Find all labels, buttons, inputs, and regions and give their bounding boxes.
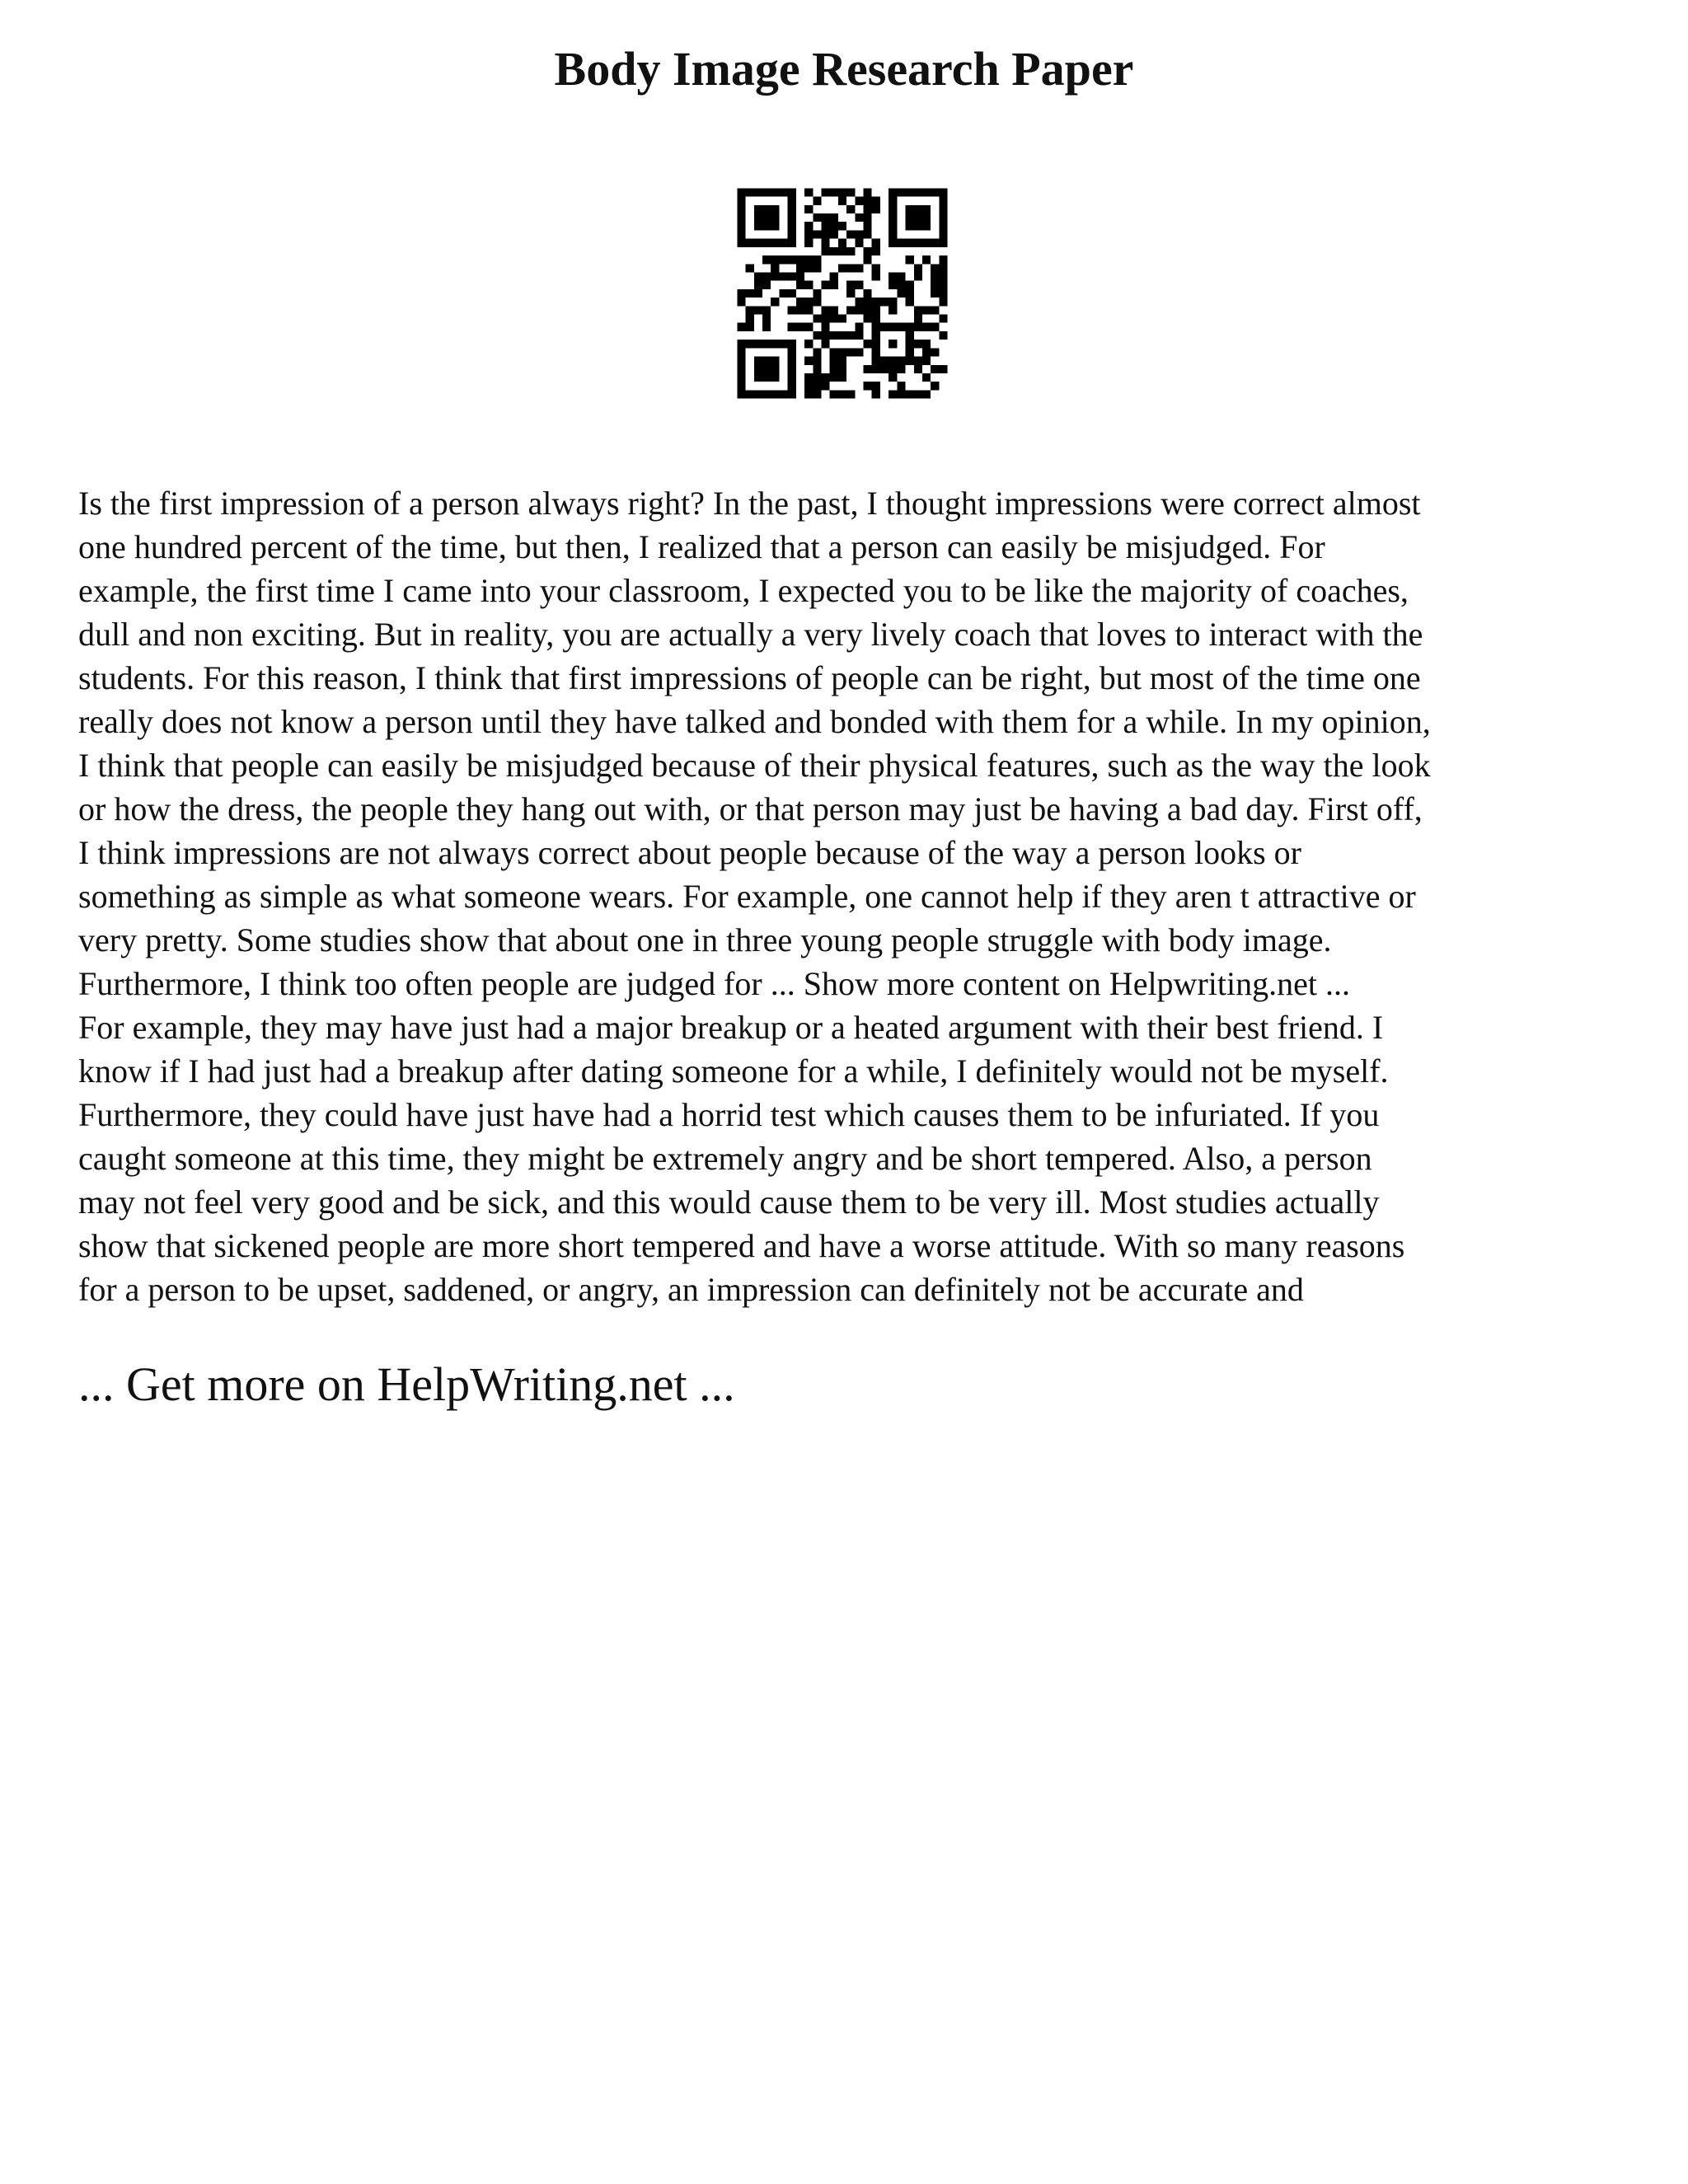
body-line: I think that people can easily be misjudged because of their physical features, such as the way the look: [78, 747, 1431, 784]
get-more-link[interactable]: ... Get more on HelpWriting.net ...: [78, 1357, 735, 1411]
body-line: know if I had just had a breakup after dating someone for a while, I definitely would not be myself.: [78, 1052, 1389, 1090]
body-line: show that sickened people are more short tempered and have a worse attitude. With so many reasons: [78, 1227, 1405, 1264]
body-line: students. For this reason, I think that first impressions of people can be right, but most of the time one: [78, 659, 1421, 696]
body-line: Is the first impression of a person always right? In the past, I thought impressions were correct almost: [78, 485, 1421, 522]
body-line: may not feel very good and be sick, and this would cause them to be very ill. Most studies actually: [78, 1183, 1380, 1221]
body-line: example, the first time I came into your classroom, I expected you to be like the majority of coaches,: [78, 572, 1409, 609]
qr-code-icon[interactable]: [720, 171, 964, 415]
body-line: For example, they may have just had a major breakup or a heated argument with their best friend. I: [78, 1009, 1384, 1046]
body-line: for a person to be upset, saddened, or angry, an impression can definitely not be accurate and: [78, 1271, 1304, 1308]
body-line: one hundred percent of the time, but then, I realized that a person can easily be misjudged. For: [78, 528, 1325, 565]
body-line: dull and non exciting. But in reality, you are actually a very lively coach that loves to interact with the: [78, 616, 1423, 653]
body-line: caught someone at this time, they might be extremely angry and be short tempered. Also, a person: [78, 1140, 1372, 1177]
body-line: Furthermore, they could have just have had a horrid test which causes them to be infuriated. If you: [78, 1096, 1380, 1133]
body-text: [78, 481, 1620, 1311]
body-line: I think impressions are not always correct about people because of the way a person looks or: [78, 834, 1301, 871]
body-line: Furthermore, I think too often people are judged for ... Show more content on Helpwriting.net ...: [78, 965, 1350, 1002]
body-line: or how the dress, the people they hang out with, or that person may just be having a bad day. First off,: [78, 790, 1423, 827]
body-line: really does not know a person until they have talked and bonded with them for a while. In my opinion,: [78, 703, 1431, 740]
body-line: something as simple as what someone wears. For example, one cannot help if they aren t attractive or: [78, 878, 1416, 915]
body-line: very pretty. Some studies show that about one in three young people struggle with body image.: [78, 921, 1332, 958]
document-title: Body Image Research Paper: [554, 42, 1134, 96]
